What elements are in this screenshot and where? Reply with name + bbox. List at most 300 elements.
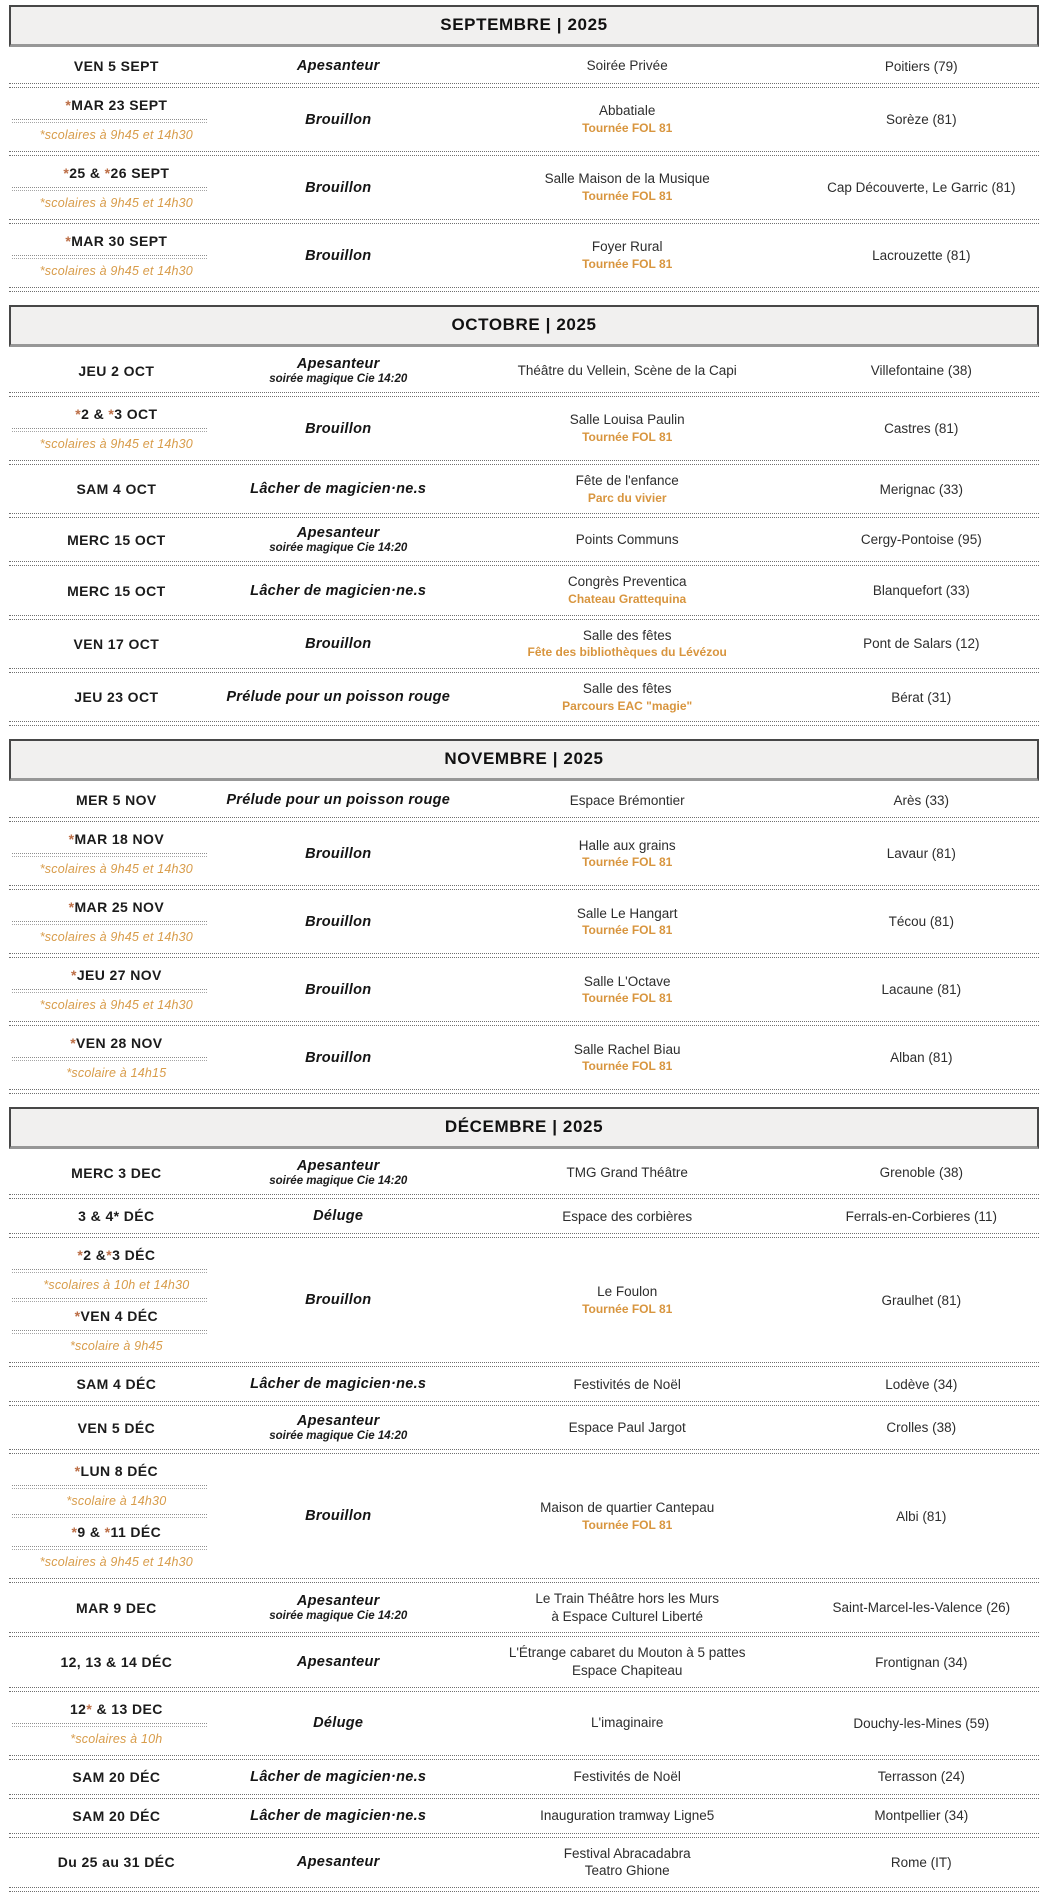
show-cell — [225, 1292, 452, 1308]
event-date — [8, 1163, 225, 1183]
city: Frontignan (34) — [875, 1654, 968, 1670]
asterisk-marker: * — [68, 899, 75, 916]
venue-name: Festival Abracadabra — [563, 1845, 691, 1861]
venue-name: à Espace Culturel Liberté — [551, 1608, 703, 1624]
date-text: VEN 5 DÉC — [77, 1419, 156, 1436]
venue-cell — [452, 102, 803, 136]
date-text: JEU 23 OCT — [74, 689, 159, 706]
asterisk-marker: * — [63, 165, 70, 181]
date-cell — [8, 1033, 225, 1082]
date-text: MAR 9 DEC — [76, 1599, 157, 1616]
venue-cell — [452, 1164, 803, 1182]
school-session-note: *scolaires à 9h45 et 14h30 — [39, 264, 193, 278]
schedule-row — [8, 465, 1040, 513]
schedule-row — [8, 518, 1040, 561]
date-cell — [8, 56, 225, 76]
date-text: JEU 27 NOV — [76, 967, 162, 984]
show-subtitle: soirée magique Cie 14:20 — [269, 1175, 408, 1188]
show-title: Brouillon — [305, 913, 372, 930]
event-date — [8, 1598, 225, 1618]
city: Castres (81) — [884, 421, 959, 436]
show-cell — [225, 58, 452, 74]
month-title: OCTOBRE | 2025 — [451, 315, 597, 334]
city: Villefontaine (38) — [870, 363, 972, 378]
date-cell — [8, 163, 225, 212]
date-divider-dotted — [12, 428, 207, 432]
date-cell — [8, 1852, 225, 1872]
city: Poitiers (79) — [884, 58, 958, 74]
show-cell — [225, 636, 452, 652]
city: Pont de Salars (12) — [863, 636, 980, 652]
show-title: Apesanteur — [296, 1158, 380, 1175]
date-text: & 13 DEC — [92, 1700, 163, 1717]
date-text: MAR 25 NOV — [74, 899, 165, 916]
venue-name: Salle Maison de la Musique — [544, 171, 710, 187]
date-divider-dotted — [12, 1546, 207, 1550]
date-divider-dotted — [12, 1330, 207, 1334]
school-session-note: *scolaires à 10h — [70, 1731, 163, 1746]
show-cell — [225, 1854, 452, 1870]
row-separator-dotted — [9, 287, 1039, 292]
school-session-note: *scolaires à 9h45 et 14h30 — [39, 196, 193, 210]
show-cell — [225, 1376, 452, 1392]
date-text: 12, 13 & 14 DÉC — [60, 1654, 173, 1671]
date-text: MERC 15 OCT — [67, 582, 166, 599]
show-title: Apesanteur — [296, 356, 380, 372]
schedule-row — [8, 822, 1040, 885]
show-cell — [225, 1413, 452, 1442]
schedule-row — [8, 88, 1040, 151]
event-date — [8, 581, 225, 601]
show-subtitle: soirée magique Cie 14:20 — [269, 373, 408, 385]
venue-cell — [452, 472, 803, 506]
asterisk-marker: * — [74, 1308, 81, 1325]
show-cell — [225, 1769, 452, 1785]
date-text: SAM 20 DÉC — [72, 1807, 161, 1824]
venue-event-label: Chateau Grattequina — [568, 591, 687, 606]
show-cell — [225, 525, 452, 554]
venue-name: Salle des fêtes — [582, 681, 672, 697]
show-cell — [225, 1158, 452, 1187]
event-date — [8, 1652, 225, 1672]
date-text: MERC 15 OCT — [67, 531, 166, 548]
asterisk-marker: * — [106, 1247, 113, 1264]
asterisk-marker: * — [70, 967, 77, 984]
month-section-header — [9, 739, 1039, 781]
show-cell — [225, 1715, 452, 1731]
date-text: VEN 4 DÉC — [80, 1308, 159, 1325]
venue-event-label: Parc du vivier — [587, 490, 667, 505]
date-text: MER 5 NOV — [76, 792, 157, 809]
event-date — [8, 479, 225, 499]
city: Bérat (31) — [891, 689, 952, 705]
date-cell — [8, 404, 225, 453]
show-title: Lâcher de magicien·ne.s — [250, 582, 427, 599]
date-cell — [8, 829, 225, 878]
school-session-note: *scolaires à 10h et 14h30 — [43, 1278, 190, 1293]
event-date — [8, 1245, 225, 1265]
school-session-note: *scolaire à 14h30 — [66, 1494, 167, 1509]
show-title: Brouillon — [305, 247, 372, 264]
venue-cell — [452, 411, 803, 445]
show-title: Brouillon — [305, 179, 372, 196]
month-title: DÉCEMBRE | 2025 — [444, 1117, 604, 1137]
schedule-row — [8, 1692, 1040, 1755]
schedule-row — [8, 156, 1040, 219]
venue-cell — [452, 573, 803, 607]
event-date — [8, 1461, 225, 1481]
show-title: Brouillon — [305, 1292, 372, 1309]
date-cell — [8, 687, 225, 707]
date-cell — [8, 361, 225, 381]
schedule-row — [8, 783, 1040, 817]
school-session-note: *scolaires à 9h45 et 14h30 — [39, 862, 193, 877]
show-cell — [225, 1654, 452, 1670]
venue-cell — [452, 627, 803, 661]
show-cell — [225, 846, 452, 862]
event-date — [8, 530, 225, 550]
show-cell — [225, 689, 452, 705]
asterisk-marker: * — [71, 1524, 78, 1541]
date-divider-dotted — [12, 1298, 207, 1302]
event-date — [8, 1767, 225, 1787]
date-divider-dotted — [12, 187, 207, 191]
schedule-row — [8, 1583, 1040, 1632]
school-session-note: *scolaires à 9h45 et 14h30 — [39, 998, 193, 1013]
show-title: Brouillon — [305, 1049, 372, 1066]
show-cell — [225, 1593, 452, 1622]
date-divider-dotted — [12, 853, 207, 857]
date-text: VEN 5 SEPT — [73, 58, 159, 74]
month-title: NOVEMBRE | 2025 — [444, 749, 604, 769]
venue-cell — [452, 905, 803, 939]
show-cell — [225, 481, 452, 497]
city: Blanquefort (33) — [872, 583, 970, 599]
venue-name: L'Étrange cabaret du Mouton à 5 pattes — [508, 1645, 746, 1661]
show-cell — [225, 1208, 452, 1224]
date-cell — [8, 231, 225, 280]
show-title: Brouillon — [305, 981, 372, 998]
date-cell — [8, 634, 225, 654]
venue-cell — [452, 1419, 803, 1437]
city: Saint-Marcel-les-Valence (26) — [832, 1600, 1011, 1616]
venue-cell — [452, 1714, 803, 1732]
schedule-row — [8, 1026, 1040, 1089]
event-date — [8, 1852, 225, 1872]
schedule-row — [8, 566, 1040, 614]
show-cell — [225, 982, 452, 998]
date-text: SAM 20 DÉC — [72, 1768, 161, 1785]
venue-event-label: Tournée FOL 81 — [582, 188, 673, 203]
date-divider-dotted — [12, 119, 207, 123]
event-date — [8, 634, 225, 654]
venue-name: Espace des corbières — [562, 1208, 693, 1224]
venue-event-label: Tournée FOL 81 — [582, 120, 673, 135]
schedule-row — [8, 1406, 1040, 1449]
show-title: Apesanteur — [296, 1854, 380, 1871]
date-text: VEN 17 OCT — [73, 635, 160, 652]
schedule-row — [8, 1367, 1040, 1401]
venue-cell — [452, 680, 803, 714]
venue-cell — [452, 837, 803, 871]
show-title: Apesanteur — [296, 1654, 380, 1671]
city: Graulhet (81) — [881, 1292, 962, 1308]
date-divider-dotted — [12, 1485, 207, 1489]
date-cell — [8, 95, 225, 144]
venue-name: Abbatiale — [599, 103, 656, 119]
date-text: Du 25 au 31 DÉC — [57, 1854, 175, 1871]
date-text: SAM 4 OCT — [76, 481, 157, 498]
date-cell — [8, 1598, 225, 1618]
date-text: 9 & — [77, 1524, 105, 1541]
venue-name: Salle Louisa Paulin — [569, 412, 685, 428]
venue-name: TMG Grand Théâtre — [566, 1165, 688, 1181]
city: Cergy-Pontoise (95) — [860, 532, 982, 548]
date-cell — [8, 1652, 225, 1672]
venue-cell — [452, 1376, 803, 1394]
show-title: Prélude pour un poisson rouge — [226, 792, 451, 809]
event-date — [8, 1418, 225, 1438]
city: Lavaur (81) — [886, 846, 956, 862]
date-text: 3 & 4* DÉC — [78, 1208, 155, 1225]
asterisk-marker: * — [104, 165, 111, 181]
school-session-note: *scolaires à 9h45 et 14h30 — [39, 930, 193, 945]
venue-name: Salle Le Hangart — [576, 905, 678, 921]
event-date — [8, 361, 225, 381]
date-cell — [8, 479, 225, 499]
venue-cell — [452, 170, 803, 204]
venue-name: Festivités de Noël — [573, 1376, 681, 1392]
show-cell — [225, 112, 452, 128]
month-section-header — [9, 5, 1039, 47]
venue-event-label: Tournée FOL 81 — [582, 923, 673, 938]
venue-cell — [452, 1768, 803, 1786]
show-title: Brouillon — [305, 420, 372, 437]
event-date — [8, 1806, 225, 1826]
city: Sorèze (81) — [886, 112, 957, 127]
event-date — [8, 1522, 225, 1542]
venue-cell — [452, 1283, 803, 1317]
row-separator-dotted — [9, 1887, 1039, 1892]
event-date — [8, 1699, 225, 1719]
city: Rome (IT) — [890, 1854, 952, 1870]
date-text: 2 & — [81, 406, 109, 422]
date-cell — [8, 1699, 225, 1748]
schedule-row — [8, 620, 1040, 668]
show-cell — [225, 914, 452, 930]
venue-cell — [452, 1644, 803, 1679]
show-cell — [225, 792, 452, 808]
venue-cell — [452, 1590, 803, 1625]
date-divider-dotted — [12, 1514, 207, 1518]
asterisk-marker: * — [68, 831, 75, 848]
venue-name: Halle aux grains — [578, 837, 676, 853]
month-title: SEPTEMBRE | 2025 — [440, 15, 608, 34]
show-title: Déluge — [313, 1208, 364, 1225]
show-subtitle: soirée magique Cie 14:20 — [269, 1430, 408, 1443]
venue-cell — [452, 1041, 803, 1075]
asterisk-marker: * — [74, 1463, 81, 1480]
date-text: VEN 28 NOV — [76, 1035, 163, 1052]
schedule-row — [8, 224, 1040, 287]
date-cell — [8, 1245, 225, 1355]
venue-event-label: Tournée FOL 81 — [582, 855, 673, 870]
schedule-row — [8, 397, 1040, 460]
venue-name: Teatro Ghione — [584, 1863, 670, 1879]
venue-name: Espace Paul Jargot — [568, 1420, 686, 1436]
show-title: Lâcher de magicien·ne.s — [250, 1807, 427, 1824]
event-date — [8, 687, 225, 707]
city: Lacaune (81) — [881, 982, 962, 998]
schedule-row — [8, 349, 1040, 392]
venue-name: Fête de l'enfance — [575, 473, 679, 488]
row-separator-dotted — [9, 721, 1039, 726]
date-divider-dotted — [12, 1269, 207, 1273]
venue-event-label: Fête des bibliothèques du Lévézou — [527, 645, 727, 660]
date-cell — [8, 897, 225, 946]
city: Técou (81) — [888, 914, 954, 930]
show-title: Brouillon — [305, 635, 372, 652]
asterisk-marker: * — [65, 97, 72, 113]
city: Crolles (38) — [886, 1420, 957, 1436]
date-cell — [8, 581, 225, 601]
date-text: 2 & — [83, 1247, 107, 1264]
date-divider-dotted — [12, 921, 207, 925]
show-title: Brouillon — [305, 111, 372, 128]
city: Lacrouzette (81) — [872, 248, 971, 263]
event-date — [8, 790, 225, 810]
venue-cell — [452, 792, 803, 810]
date-text: 25 & — [69, 165, 105, 181]
city: Lodève (34) — [885, 1376, 958, 1392]
month-section-header — [9, 305, 1039, 347]
schedule-row — [8, 673, 1040, 721]
venue-event-label: Parcours EAC "magie" — [562, 698, 693, 713]
show-cell — [225, 583, 452, 599]
date-divider-dotted — [12, 255, 207, 259]
venue-name: L'imaginaire — [591, 1715, 664, 1731]
venue-event-label: Tournée FOL 81 — [582, 1301, 673, 1316]
row-separator-dotted — [9, 1089, 1039, 1094]
schedule-row — [8, 890, 1040, 953]
date-divider-dotted — [12, 1057, 207, 1061]
show-title: Déluge — [313, 1715, 364, 1732]
venue-event-label: Tournée FOL 81 — [582, 429, 673, 444]
date-text: MERC 3 DEC — [71, 1164, 162, 1181]
date-cell — [8, 1767, 225, 1787]
venue-name: Salle Rachel Biau — [573, 1041, 681, 1057]
asterisk-marker: * — [65, 233, 72, 249]
date-cell — [8, 790, 225, 810]
venue-name: Festivités de Noël — [573, 1768, 681, 1784]
venue-name: Foyer Rural — [591, 239, 663, 255]
date-text: 11 DÉC — [110, 1524, 162, 1541]
venue-name: Espace Brémontier — [569, 792, 685, 808]
date-text: MAR 30 SEPT — [71, 233, 168, 249]
schedule-row — [8, 958, 1040, 1021]
show-subtitle: soirée magique Cie 14:20 — [269, 1610, 408, 1623]
event-date — [8, 231, 225, 251]
asterisk-marker: * — [86, 1700, 93, 1717]
asterisk-marker: * — [104, 1524, 111, 1541]
schedule-row — [8, 1838, 1040, 1887]
venue-name: Théâtre du Vellein, Scène de la Capi — [517, 362, 737, 378]
event-date — [8, 829, 225, 849]
date-divider-dotted — [12, 989, 207, 993]
schedule-row — [8, 1199, 1040, 1233]
venue-event-label: Tournée FOL 81 — [582, 1059, 673, 1074]
show-title: Lâcher de magicien·ne.s — [250, 481, 427, 498]
event-date — [8, 56, 225, 76]
venue-cell — [452, 238, 803, 272]
date-text: LUN 8 DÉC — [80, 1463, 159, 1480]
asterisk-marker: * — [77, 1247, 84, 1264]
schedule-row — [8, 1454, 1040, 1578]
show-title: Apesanteur — [296, 58, 380, 74]
show-cell — [225, 180, 452, 196]
schedule-row — [8, 1760, 1040, 1794]
date-text: 3 DÉC — [112, 1247, 156, 1264]
show-cell — [225, 356, 452, 385]
schedule-row — [8, 1637, 1040, 1686]
show-title: Prélude pour un poisson rouge — [226, 689, 451, 706]
date-text: 26 SEPT — [110, 165, 170, 181]
venue-name: Le Foulon — [597, 1284, 658, 1300]
city: Merignac (33) — [879, 481, 963, 497]
date-text: SAM 4 DÉC — [76, 1376, 157, 1393]
event-date — [8, 163, 225, 183]
venue-name: Inauguration tramway Ligne5 — [540, 1807, 715, 1823]
asterisk-marker: * — [108, 406, 115, 422]
show-title: Apesanteur — [296, 1593, 380, 1610]
schedule-row — [8, 1238, 1040, 1362]
city: Cap Découverte, Le Garric (81) — [827, 180, 1016, 195]
show-cell — [225, 1050, 452, 1066]
event-date — [8, 1206, 225, 1226]
date-text: 3 OCT — [114, 406, 158, 422]
date-cell — [8, 965, 225, 1014]
event-date — [8, 1306, 225, 1326]
city: Arès (33) — [893, 792, 950, 808]
schedule-row — [8, 1151, 1040, 1194]
venue-name: Espace Chapiteau — [572, 1663, 683, 1679]
schedule-row — [8, 49, 1040, 83]
city: Douchy-les-Mines (59) — [853, 1715, 990, 1731]
event-date — [8, 95, 225, 115]
city: Grenoble (38) — [879, 1165, 963, 1181]
venue-name: Le Train Théâtre hors les Murs — [535, 1591, 719, 1607]
venue-cell — [452, 531, 803, 549]
venue-event-label: Tournée FOL 81 — [582, 1517, 673, 1532]
show-title: Lâcher de magicien·ne.s — [250, 1376, 427, 1393]
city: Montpellier (34) — [874, 1808, 969, 1824]
venue-cell — [452, 1845, 803, 1880]
venue-name: Points Communs — [575, 532, 679, 548]
venue-name: Congrès Preventica — [567, 574, 687, 590]
school-session-note: *scolaire à 14h15 — [66, 1066, 167, 1081]
venue-cell — [452, 1499, 803, 1533]
date-cell — [8, 1163, 225, 1183]
show-cell — [225, 1808, 452, 1824]
show-title: Brouillon — [305, 845, 372, 862]
date-text: JEU 2 OCT — [78, 362, 155, 379]
venue-cell — [452, 57, 803, 75]
show-title: Apesanteur — [296, 1413, 380, 1430]
month-section-header — [9, 1107, 1039, 1149]
date-cell — [8, 1374, 225, 1394]
event-date — [8, 1374, 225, 1394]
show-subtitle: soirée magique Cie 14:20 — [269, 542, 408, 555]
